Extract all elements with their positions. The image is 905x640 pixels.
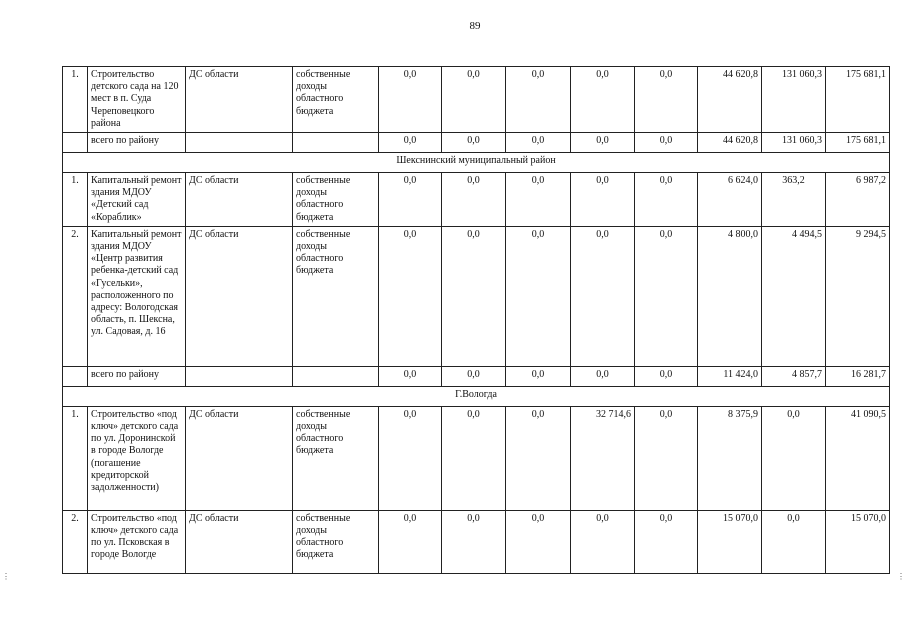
total-row — [63, 133, 890, 153]
row-number: 1. — [63, 173, 88, 227]
value-cell: 0,0 — [442, 366, 506, 386]
budget-table — [62, 66, 890, 574]
object-name: Строительство «под ключ» детского сада по ул. Доронинской в городе Вологде (погашение кредиторской задолженности) — [88, 406, 186, 510]
table-row — [63, 226, 890, 366]
value-cell: 4 800,0 — [698, 226, 762, 366]
row-number: 2. — [63, 226, 88, 366]
object-name: Капитальный ремонт здания МДОУ «Детский сад «Кораблик» — [88, 173, 186, 227]
value-cell: 32 714,6 — [571, 406, 635, 510]
value-cell: 0,0 — [379, 226, 442, 366]
value-cell: 6 624,0 — [698, 173, 762, 227]
value-cell: 0,0 — [442, 133, 506, 153]
customer: ДС области — [186, 67, 293, 133]
value-cell: 11 424,0 — [698, 366, 762, 386]
funding-source: собственные доходы областного бюджета — [293, 226, 379, 366]
value-cell: 4 857,7 — [762, 366, 826, 386]
customer: ДС области — [186, 173, 293, 227]
value-cell: 0,0 — [506, 366, 571, 386]
value-cell: 131 060,3 — [762, 67, 826, 133]
value-cell: 6 987,2 — [826, 173, 890, 227]
row-number: 2. — [63, 510, 88, 573]
customer: ДС области — [186, 226, 293, 366]
value-cell: 175 681,1 — [826, 133, 890, 153]
funding-source: собственные доходы областного бюджета — [293, 67, 379, 133]
funding-source: собственные доходы областного бюджета — [293, 173, 379, 227]
total-label: всего по району — [88, 133, 186, 153]
value-cell: 0,0 — [635, 173, 698, 227]
value-cell: 0,0 — [762, 510, 826, 573]
value-cell: 8 375,9 — [698, 406, 762, 510]
value-cell: 0,0 — [442, 67, 506, 133]
value-cell: 0,0 — [571, 133, 635, 153]
value-cell: 0,0 — [506, 226, 571, 366]
value-cell: 0,0 — [442, 406, 506, 510]
value-cell: 44 620,8 — [698, 67, 762, 133]
section-row — [63, 153, 890, 173]
value-cell: 0,0 — [379, 366, 442, 386]
value-cell: 0,0 — [506, 510, 571, 573]
row-number: 1. — [63, 67, 88, 133]
table-row — [63, 510, 890, 573]
right-edge-mark: ⋮ — [897, 572, 905, 581]
table-row — [63, 173, 890, 227]
value-cell: 0,0 — [379, 67, 442, 133]
value-cell: 0,0 — [571, 173, 635, 227]
row-number: 1. — [63, 406, 88, 510]
value-cell: 0,0 — [506, 133, 571, 153]
value-cell: 0,0 — [506, 173, 571, 227]
value-cell: 0,0 — [571, 226, 635, 366]
value-cell: 0,0 — [506, 406, 571, 510]
value-cell: 15 070,0 — [826, 510, 890, 573]
value-cell: 363,2 — [762, 173, 826, 227]
value-cell: 15 070,0 — [698, 510, 762, 573]
value-cell: 0,0 — [442, 226, 506, 366]
value-cell: 0,0 — [571, 67, 635, 133]
value-cell: 0,0 — [571, 366, 635, 386]
value-cell: 44 620,8 — [698, 133, 762, 153]
value-cell: 0,0 — [506, 67, 571, 133]
customer: ДС области — [186, 406, 293, 510]
total-row — [63, 366, 890, 386]
value-cell: 0,0 — [379, 406, 442, 510]
value-cell: 0,0 — [635, 67, 698, 133]
table-row — [63, 67, 890, 133]
value-cell: 0,0 — [379, 133, 442, 153]
customer: ДС области — [186, 510, 293, 573]
value-cell: 4 494,5 — [762, 226, 826, 366]
value-cell: 9 294,5 — [826, 226, 890, 366]
value-cell: 0,0 — [379, 510, 442, 573]
value-cell: 0,0 — [379, 173, 442, 227]
value-cell: 0,0 — [635, 510, 698, 573]
funding-source: собственные доходы областного бюджета — [293, 406, 379, 510]
value-cell: 0,0 — [635, 366, 698, 386]
value-cell: 0,0 — [762, 406, 826, 510]
value-cell: 0,0 — [571, 510, 635, 573]
left-edge-mark: ⋮ — [2, 572, 10, 581]
object-name: Капитальный ремонт здания МДОУ «Центр развития ребенка-детский сад «Гусельки», расположенного по адресу: Вологодская область, п. Шексна, ул. Садовая, д. 16 — [88, 226, 186, 366]
funding-source: собственные доходы областного бюджета — [293, 510, 379, 573]
value-cell: 16 281,7 — [826, 366, 890, 386]
value-cell: 0,0 — [635, 133, 698, 153]
total-label: всего по району — [88, 366, 186, 386]
section-title: Шекснинский муниципальный район — [63, 153, 890, 173]
table-row — [63, 406, 890, 510]
value-cell: 0,0 — [635, 406, 698, 510]
object-name: Строительство «под ключ» детского сада по ул. Псковская в городе Вологде — [88, 510, 186, 573]
value-cell: 0,0 — [442, 510, 506, 573]
value-cell: 41 090,5 — [826, 406, 890, 510]
value-cell: 0,0 — [635, 226, 698, 366]
section-row — [63, 386, 890, 406]
section-title: Г.Вологда — [63, 386, 890, 406]
value-cell: 175 681,1 — [826, 67, 890, 133]
value-cell: 0,0 — [442, 173, 506, 227]
page-number: 89 — [469, 20, 481, 32]
value-cell: 131 060,3 — [762, 133, 826, 153]
object-name: Строительство детского сада на 120 мест в п. Суда Череповецкого района — [88, 67, 186, 133]
